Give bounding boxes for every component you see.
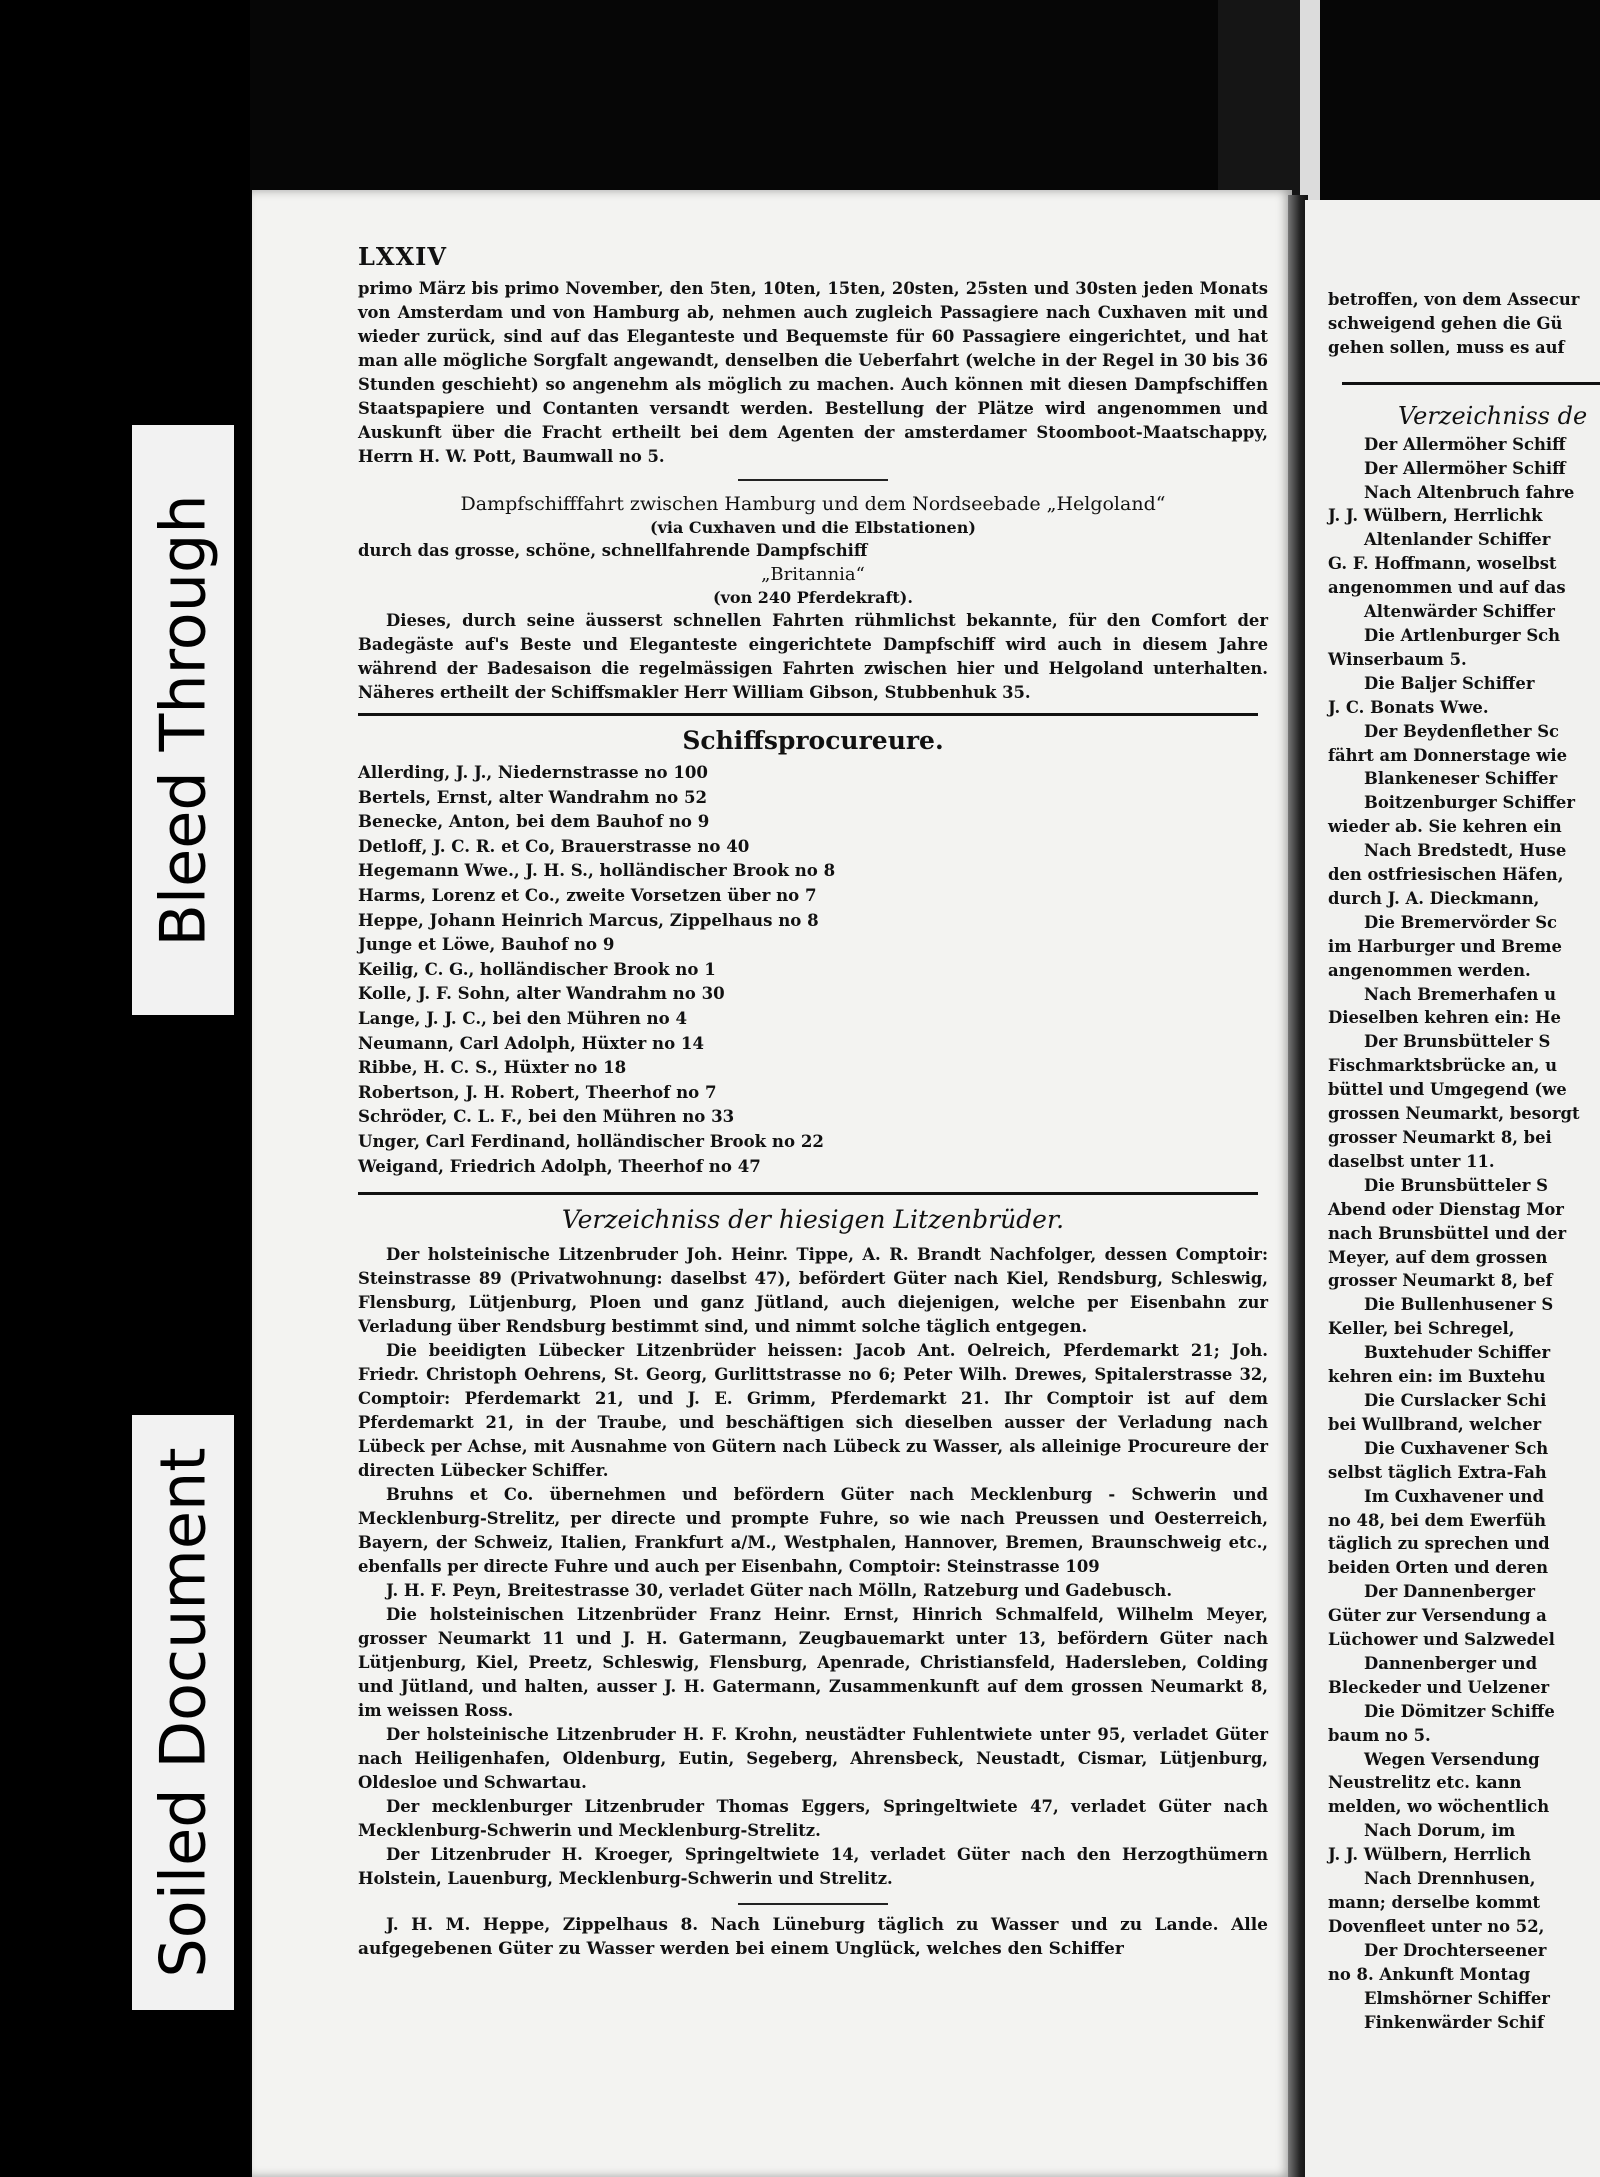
list-item: Neumann, Carl Adolph, Hüxter no 14	[358, 1032, 705, 1053]
procureure-list	[358, 760, 1268, 1178]
list-item: Detloff, J. C. R. et Co, Brauerstrasse no 40	[358, 835, 750, 856]
right-line: Altenlander Schiffer	[1364, 530, 1551, 550]
right-line: Boitzenburger Schiffer	[1364, 793, 1575, 813]
right-line: Der Allermöher Schiff	[1364, 434, 1566, 454]
right-line: wieder ab. Sie kehren ein	[1328, 817, 1562, 837]
right-line: grosser Neumarkt 8, bei	[1328, 1128, 1552, 1147]
right-line: Der Dannenberger	[1364, 1582, 1536, 1602]
list-item: Weigand, Friedrich Adolph, Theerhof no 47	[358, 1155, 761, 1176]
right-line: grossen Neumarkt, besorgt	[1328, 1104, 1580, 1124]
right-line: schweigend gehen die Gü	[1328, 313, 1563, 333]
intro-paragraph: primo März bis primo November, den 5ten, 10ten, 15ten, 20sten, 25sten und 30sten jeden Monats von Amsterdam und von Hamburg ab, nehmen auch zugleich Passagiere nach Cuxhaven mit und wieder zurück, sind auf das Eleganteste und Bequemste für 60 Passagiere eingerichtet, und hat man alle mögliche Sorgfalt angewandt, denselben die Ueberfahrt (welche in der Regel in 30 bis 36 Stunden geschieht) so angenehm als möglich zu machen. Auch können mit diesen Dampfschiffen Staatspapiere und Contanten versandt werden. Bestellung der Plätze wird angenommen und Auskunft über die Fracht ertheilt bei dem Agenten der amsterdamer Stoomboot-Maatschappy, Herrn H. W. Pott, Baumwall no 5.	[358, 279, 1268, 466]
right-line: Die Dömitzer Schiffe	[1364, 1701, 1555, 1721]
right-line: gehen sollen, muss es auf	[1328, 337, 1565, 357]
list-item: Lange, J. J. C., bei den Mühren no 4	[358, 1007, 688, 1028]
binding-edge	[1300, 0, 1320, 210]
section-divider	[738, 479, 888, 481]
bleed-through-label-text: Bleed Through	[146, 493, 220, 947]
right-line: nach Brunsbüttel und der	[1328, 1223, 1567, 1243]
right-line: büttel und Umgegend (we	[1328, 1080, 1567, 1100]
list-item: Bertels, Ernst, alter Wandrahm no 52	[358, 786, 708, 807]
right-line: durch J. A. Dieckmann,	[1328, 888, 1540, 908]
litzen-paragraph: Die beeidigten Lübecker Litzenbrüder heissen: Jacob Ant. Oelreich, Pferdemarkt 21; Joh. Friedr. Christoph Oehrens, St. Georg, Gurlittstrasse no 6; Peter Wilh. Drewes, Spitalerstrasse 32, Comptoir: Pferdemarkt 21, und J. E. Grimm, Pferdemarkt 21. Ihr Comptoir ist auf dem Pferdemarkt 21, in der Traube, und beschäftigen sich dieselben ausser der Verladung nach Lübeck per Achse, mit Ausnahme von Gütern nach Lübeck zu Wasser, als alleinige Procureure der directen Lübecker Schiffer.	[358, 1341, 1268, 1481]
procureure-heading: Schiffsprocureure.	[682, 726, 944, 755]
soiled-document-label	[132, 1415, 234, 2010]
right-line: Keller, bei Schregel,	[1328, 1319, 1515, 1339]
list-item: Heppe, Johann Heinrich Marcus, Zippelhaus no 8	[358, 909, 819, 930]
bleed-through-label	[132, 425, 234, 1015]
right-line: Die Curslacker Schi	[1364, 1390, 1547, 1410]
list-item: Hegemann Wwe., J. H. S., holländischer Brook no 8	[358, 860, 836, 881]
right-line: Blankeneser Schiffer	[1364, 769, 1558, 789]
right-line: Die Brunsbütteler S	[1364, 1175, 1548, 1195]
right-line: Nach Altenbruch fahre	[1364, 482, 1575, 502]
right-line: Dannenberger und	[1364, 1653, 1538, 1673]
helgoland-ship: „Britannia“	[761, 564, 865, 585]
litzen-paragraph: Die holsteinischen Litzenbrüder Franz Heinr. Ernst, Hinrich Schmalfeld, Wilhelm Meyer, grosser Neumarkt 11 und J. H. Gatermann, Zeugbauemarkt unter 13, befördern Güter nach Lütjenburg, Kiel, Preetz, Schleswig, Flensburg, Apenrade, Christiansfeld, Hadersleben, Colding und Jütland, und halten, ausser J. H. Gatermann, Zusammenkunft auf dem grossen Neumarkt 8, im weissen Ross.	[358, 1605, 1268, 1721]
right-line: no 48, bei dem Ewerfüh	[1328, 1510, 1547, 1530]
right-line: bei Wullbrand, welcher	[1328, 1414, 1542, 1434]
right-line: Im Cuxhavener und	[1364, 1486, 1544, 1506]
litzenbrueder-heading: Verzeichniss der hiesigen Litzenbrüder.	[561, 1205, 1065, 1235]
list-item: Schröder, C. L. F., bei den Mühren no 33	[358, 1106, 735, 1127]
list-item: Harms, Lorenz et Co., zweite Vorsetzen über no 7	[358, 884, 817, 905]
right-line: Dovenfleet unter no 52,	[1328, 1916, 1545, 1936]
list-item: Robertson, J. H. Robert, Theerhof no 7	[358, 1081, 717, 1102]
right-line: J. J. Wülbern, Herrlichk	[1328, 506, 1543, 526]
helgoland-body: Dieses, durch seine äusserst schnellen Fahrten rühmlichst bekannte, für den Comfort der Badegäste auf's Beste und Eleganteste eingerichtete Dampfschiff wird auch in diesem Jahre während der Badesaison die regelmässigen Fahrten zwischen hier und Helgoland unterhalten. Näheres ertheilt der Schiffsmakler Herr William Gibson, Stubbenhuk 35.	[358, 611, 1268, 702]
right-line: kehren ein: im Buxtehu	[1328, 1367, 1546, 1387]
right-line: Der Beydenflether Sc	[1364, 721, 1560, 741]
section-rule	[358, 713, 1258, 716]
right-line: Neustrelitz etc. kann	[1328, 1773, 1522, 1793]
right-line: Fischmarktsbrücke an, u	[1328, 1056, 1558, 1076]
right-line: Die Bremervörder Sc	[1364, 912, 1558, 932]
helgoland-title: Dampfschifffahrt zwischen Hamburg und dem Nordseebade „Helgoland“	[460, 493, 1166, 515]
final-paragraph: J. H. M. Heppe, Zippelhaus 8. Nach Lüneburg täglich zu Wasser und zu Lande. Alle aufgegebenen Güter zu Wasser werden bei einem Unglück, welches den Schiffer	[358, 1915, 1268, 1960]
right-line: Dieselben kehren ein: He	[1328, 1008, 1561, 1028]
right-line: Nach Bremerhafen u	[1364, 984, 1557, 1004]
right-line: Der Allermöher Schiff	[1364, 458, 1566, 478]
right-line: Meyer, auf dem grossen	[1328, 1247, 1548, 1267]
right-line: Bleckeder und Uelzener	[1328, 1677, 1550, 1697]
right-heading: Verzeichniss de	[1398, 401, 1588, 430]
right-line: angenommen und auf das	[1328, 578, 1566, 598]
helgoland-power: (von 240 Pferdekraft).	[713, 588, 913, 607]
right-line: fährt am Donnerstage wie	[1328, 745, 1567, 765]
right-line: grosser Neumarkt 8, bef	[1328, 1271, 1553, 1291]
right-line: angenommen werden.	[1328, 960, 1531, 980]
helgoland-subtitle: (via Cuxhaven und die Elbstationen)	[650, 518, 976, 537]
right-line: betroffen, von dem Assecur	[1328, 290, 1580, 309]
right-page-content	[1328, 288, 1600, 2034]
binding-ribbon	[1218, 0, 1302, 200]
right-line: Elmshörner Schiffer	[1364, 1988, 1550, 2008]
litzen-paragraph: Der mecklenburger Litzenbruder Thomas Eggers, Springeltwiete 47, verladet Güter nach Mecklenburg-Schwerin und Mecklenburg-Strelitz.	[358, 1797, 1268, 1841]
list-item: Kolle, J. F. Sohn, alter Wandrahm no 30	[358, 983, 725, 1004]
page-number: LXXIV	[358, 242, 447, 271]
right-line: Altenwärder Schiffer	[1364, 602, 1555, 622]
right-line: Güter zur Versendung a	[1328, 1606, 1547, 1626]
right-line: den ostfriesischen Häfen,	[1328, 865, 1564, 885]
right-line: Buxtehuder Schiffer	[1364, 1343, 1551, 1363]
right-line: J. J. Wülbern, Herrlich	[1328, 1845, 1532, 1865]
litzen-paragraph: Der holsteinische Litzenbruder H. F. Krohn, neustädter Fuhlentwiete unter 95, verladet Güter nach Heiligenhafen, Oldenburg, Eutin, Segeberg, Ahrensbeck, Neustadt, Cismar, Lütjenburg, Oldesloe und Schwartau.	[358, 1725, 1268, 1793]
right-line: Die Cuxhavener Sch	[1364, 1438, 1549, 1458]
list-item: Ribbe, H. C. S., Hüxter no 18	[358, 1057, 627, 1078]
list-item: Keilig, C. G., holländischer Brook no 1	[358, 958, 716, 979]
right-line: selbst täglich Extra-Fah	[1328, 1462, 1547, 1482]
section-divider	[738, 1903, 888, 1905]
right-line: no 8. Ankunft Montag	[1328, 1964, 1531, 1984]
right-line: daselbst unter 11.	[1328, 1151, 1495, 1171]
right-line: Die Baljer Schiffer	[1364, 673, 1535, 693]
right-line: baum no 5.	[1328, 1725, 1431, 1745]
right-line: beiden Orten und deren	[1328, 1558, 1549, 1578]
right-lines	[1328, 433, 1600, 2035]
right-line: Die Bullenhusener S	[1364, 1295, 1554, 1315]
right-line: Wegen Versendung	[1364, 1749, 1540, 1769]
right-line: Die Artlenburger Sch	[1364, 625, 1561, 645]
section-rule	[358, 1192, 1258, 1195]
right-line: G. F. Hoffmann, woselbst	[1328, 554, 1557, 574]
right-rule	[1342, 382, 1600, 385]
right-line: J. C. Bonats Wwe.	[1328, 697, 1489, 717]
list-item: Junge et Löwe, Bauhof no 9	[358, 934, 615, 955]
right-line: Finkenwärder Schif	[1364, 2012, 1545, 2032]
right-line: Nach Bredstedt, Huse	[1364, 841, 1567, 861]
right-line: Lüchower und Salzwedel	[1328, 1630, 1555, 1650]
right-line: Nach Dorum, im	[1364, 1821, 1516, 1841]
litzen-paragraph: Der holsteinische Litzenbruder Joh. Heinr. Tippe, A. R. Brandt Nachfolger, dessen Comptoir: Steinstrasse 89 (Privatwohnung: daselbst 47), befördert Güter nach Kiel, Rendsburg, Schleswig, Flensburg, Lütjenburg, Ploen und ganz Jütland, auch diejenigen, welche per Eisenbahn zur Verladung über Rendsburg bestimmt sind, und nimmt solche täglich entgegen.	[358, 1245, 1268, 1337]
right-line: Nach Drennhusen,	[1364, 1869, 1536, 1889]
litzen-paragraph: Bruhns et Co. übernehmen und befördern Güter nach Mecklenburg - Schwerin und Mecklenburg-Strelitz, per directe und prompte Fuhre, so wie nach Preussen und Oesterreich, Bayern, der Schweiz, Italien, Frankfurt a/M., Westphalen, Hannover, Bremen, Braunschweig etc., ebenfalls per directe Fuhre und auch per Eisenbahn, Comptoir: Steinstrasse 109	[358, 1485, 1268, 1577]
right-line: im Harburger und Breme	[1328, 936, 1562, 956]
litzen-paragraph: Der Litzenbruder H. Kroeger, Springeltwiete 14, verladet Güter nach den Herzogthümern Holstein, Lauenburg, Mecklenburg-Schwerin und Strelitz.	[358, 1845, 1268, 1889]
right-line: mann; derselbe kommt	[1328, 1893, 1541, 1912]
right-line: Der Brunsbütteler S	[1364, 1032, 1551, 1052]
helgoland-line3: durch das grosse, schöne, schnellfahrende Dampfschiff	[358, 541, 868, 560]
right-line: Der Drochterseener	[1364, 1940, 1547, 1960]
litzen-paragraph: J. H. F. Peyn, Breitestrasse 30, verladet Güter nach Mölln, Ratzeburg und Gadebusch.	[386, 1581, 1173, 1601]
left-page-content	[358, 242, 1268, 1961]
right-line: Winserbaum 5.	[1328, 649, 1467, 669]
list-item: Benecke, Anton, bei dem Bauhof no 9	[358, 811, 710, 832]
list-item: Allerding, J. J., Niedernstrasse no 100	[358, 762, 708, 782]
list-item: Unger, Carl Ferdinand, holländischer Brook no 22	[358, 1130, 824, 1151]
right-line: Abend oder Dienstag Mor	[1328, 1199, 1564, 1219]
soiled-document-label-text: Soiled Document	[146, 1447, 220, 1978]
right-line: täglich zu sprechen und	[1328, 1534, 1550, 1554]
right-line: melden, wo wöchentlich	[1328, 1797, 1550, 1817]
